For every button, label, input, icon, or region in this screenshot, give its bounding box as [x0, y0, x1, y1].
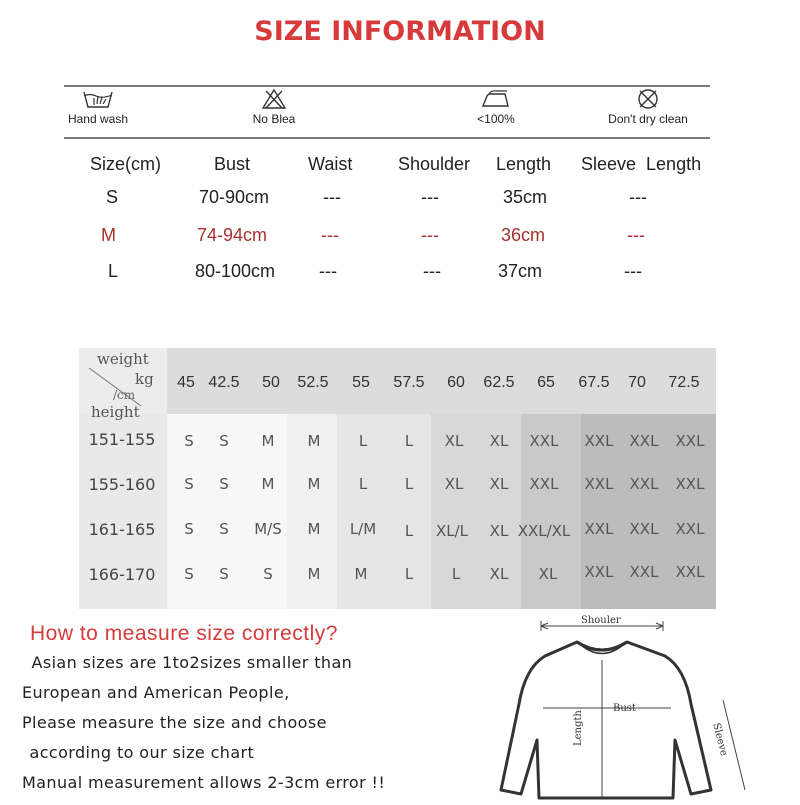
header-length: Length: [496, 154, 552, 174]
size-cell: XXL/XL: [517, 522, 571, 540]
size-cell: XL: [538, 565, 558, 583]
weight-header: 45: [177, 374, 195, 391]
weight-header: 70: [628, 374, 646, 391]
no-dry-clean-icon: [635, 88, 661, 110]
hand-wash-icon: [81, 88, 115, 110]
instruction-line: Manual measurement allows 2-3cm error !!: [22, 773, 386, 792]
weight-header: 67.5: [578, 374, 610, 391]
size-label: L: [108, 261, 119, 281]
no-bleach-icon: [261, 88, 287, 110]
size-cell: S: [219, 475, 229, 493]
weight-height-table: [79, 348, 716, 609]
care-bottom-divider: [64, 137, 710, 139]
size-cell: S: [219, 520, 229, 538]
size-row-s: [0, 187, 800, 213]
size-cell: XL: [489, 565, 509, 583]
iron-icon: [479, 88, 513, 110]
size-cell: XXL: [675, 563, 705, 581]
size-cell: XXL: [584, 432, 614, 450]
corner-height-label: height: [91, 403, 140, 421]
size-cell: S: [184, 565, 194, 583]
size-cell: S: [219, 432, 229, 450]
size-row-l: [0, 261, 800, 287]
size-cell: M/S: [254, 520, 282, 538]
bust-label: Bust: [613, 703, 636, 714]
size-cell: S: [184, 475, 194, 493]
care-hand-wash: [62, 88, 134, 126]
sleeve-value: ---: [627, 225, 645, 245]
size-cell: M: [307, 520, 321, 538]
size-cell: M: [354, 565, 368, 583]
sleeve-label: Sleeve: [710, 722, 730, 758]
weight-header: 72.5: [668, 374, 700, 391]
length-value: 37cm: [498, 261, 543, 281]
weight-header: 55: [352, 374, 370, 391]
size-cell: XXL: [529, 432, 559, 450]
size-cell: XXL: [584, 520, 614, 538]
size-cell: XL: [489, 432, 509, 450]
corner-weight-label: weight: [97, 350, 149, 368]
size-cell: S: [184, 432, 194, 450]
height-label: 151-155: [88, 430, 156, 449]
sleeve-value: ---: [629, 187, 647, 207]
size-cell: XXL: [584, 563, 614, 581]
size-label: M: [101, 225, 116, 245]
header-bust: Bust: [214, 154, 251, 174]
size-cell: M: [307, 565, 321, 583]
page-title: SIZE INFORMATION: [254, 16, 546, 47]
size-cell: M: [261, 432, 275, 450]
weight-header: 52.5: [297, 374, 329, 391]
size-cell: S: [219, 565, 229, 583]
size-cell: M: [307, 432, 321, 450]
size-cell: M: [307, 475, 321, 493]
shoulder-value: ---: [421, 225, 439, 245]
size-cell: XL/L: [435, 522, 469, 540]
care-label-no-dry-clean: Don't dry clean: [608, 112, 688, 126]
size-cell: L/M: [349, 520, 377, 538]
size-label: S: [106, 187, 119, 207]
instruction-line: according to our size chart: [24, 743, 255, 762]
size-cell: L: [451, 565, 461, 583]
weight-header: 42.5: [208, 374, 240, 391]
weight-header: 65: [537, 374, 555, 391]
waist-value: ---: [321, 225, 339, 245]
header-sleeve-length: Sleeve Length: [581, 154, 702, 174]
corner-cm-label: /cm: [113, 388, 136, 402]
waist-value: ---: [323, 187, 341, 207]
length-value: 35cm: [503, 187, 548, 207]
size-cell: XXL: [675, 432, 705, 450]
size-cell: L: [404, 565, 414, 583]
shoulder-value: ---: [421, 187, 439, 207]
height-label: 161-165: [88, 520, 156, 539]
bust-value: 80-100cm: [195, 261, 276, 281]
corner-kg-label: kg: [135, 370, 154, 388]
size-cell: XXL: [629, 520, 659, 538]
length-value: 36cm: [501, 225, 546, 245]
size-table-header: [0, 154, 800, 180]
instruction-line: Asian sizes are 1to2sizes smaller than: [26, 653, 353, 672]
size-cell: L: [404, 522, 414, 540]
header-size: Size(cm): [90, 154, 161, 174]
garment-diagram: [495, 612, 755, 805]
size-cell: XL: [444, 475, 464, 493]
size-cell: XXL: [675, 475, 705, 493]
weight-header: 62.5: [483, 374, 515, 391]
length-label: Length: [573, 710, 584, 746]
weight-header: 60: [447, 374, 465, 391]
howto-heading: How to measure size correctly?: [30, 622, 338, 645]
size-cell: L: [358, 432, 368, 450]
header-shoulder: Shoulder: [398, 154, 471, 174]
instruction-line: Please measure the size and choose: [22, 713, 327, 732]
care-top-divider: [64, 85, 710, 87]
instruction-line: European and American People,: [22, 683, 290, 702]
bust-value: 74-94cm: [197, 225, 268, 245]
care-no-dry-clean: [600, 88, 696, 126]
size-cell: S: [263, 565, 273, 583]
height-label: 166-170: [88, 565, 156, 584]
weight-header: 57.5: [393, 374, 425, 391]
height-label: 155-160: [88, 475, 156, 494]
size-cell: L: [404, 432, 414, 450]
size-cell: XL: [489, 522, 509, 540]
shoulder-value: ---: [423, 261, 441, 281]
shoulder-label: Shouler: [581, 615, 621, 626]
size-cell: L: [358, 475, 368, 493]
size-cell: XXL: [629, 432, 659, 450]
size-cell: M: [261, 475, 275, 493]
waist-value: ---: [319, 261, 337, 281]
size-cell: XXL: [629, 563, 659, 581]
size-cell: XL: [489, 475, 509, 493]
header-waist: Waist: [308, 154, 353, 174]
size-cell: XL: [444, 432, 464, 450]
care-iron: [460, 88, 532, 126]
weight-header: 50: [262, 374, 280, 391]
care-label-iron: <100%: [477, 112, 515, 126]
size-cell: L: [404, 475, 414, 493]
care-no-bleach: [238, 88, 310, 126]
care-label-hand-wash: Hand wash: [67, 112, 129, 126]
care-label-no-bleach: No Blea: [252, 112, 296, 126]
bust-value: 70-90cm: [199, 187, 270, 207]
size-cell: XXL: [675, 520, 705, 538]
size-row-m: [0, 225, 800, 251]
size-cell: XXL: [629, 475, 659, 493]
size-cell: XXL: [529, 475, 559, 493]
size-cell: XXL: [584, 475, 614, 493]
sleeve-value: ---: [624, 261, 642, 281]
size-cell: S: [184, 520, 194, 538]
